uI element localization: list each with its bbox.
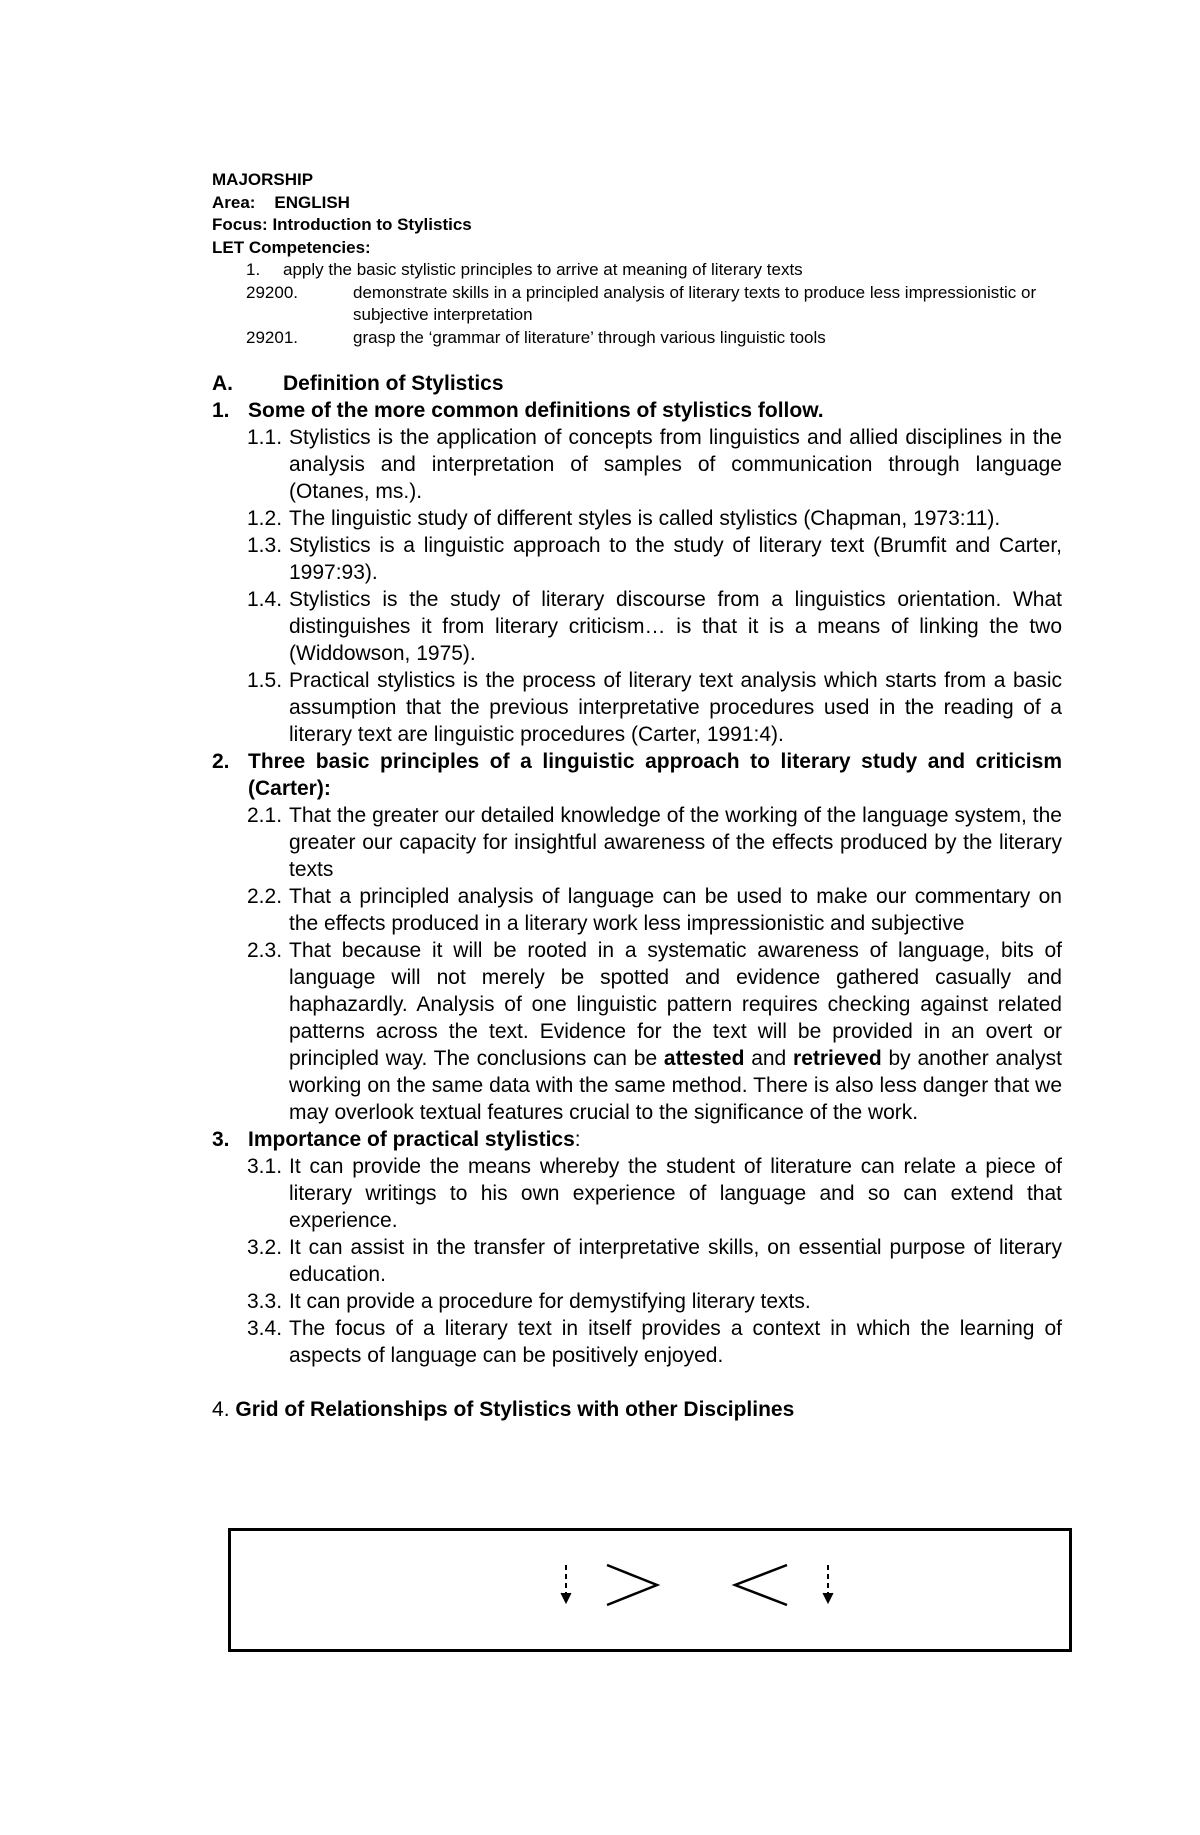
arrowhead-down-icon (561, 1593, 571, 1603)
area-line: Area: ENGLISH (212, 192, 350, 212)
section-2-heading: 2. Three basic principles of a linguistic approach to literary study and criticism (Carter): (212, 750, 1062, 800)
competency-item (212, 327, 1062, 350)
list-item: 3.1. It can provide the means whereby the student of literature can relate a piece of literary writings to his own experience of language and so can extend that experience. (247, 1155, 1062, 1232)
section-3-heading: 3. Importance of practical stylistics: (212, 1128, 581, 1151)
bold-term: attested (663, 1047, 745, 1070)
competency-text: apply the basic stylistic principles to arrive at meaning of literary texts (283, 260, 803, 279)
competencies-title: LET Competencies: (212, 237, 371, 257)
list-item: 2.2. That a principled analysis of language can be used to make our commentary on the effects produced in a literary work less impressionistic and subjective (247, 885, 1062, 935)
section-1-heading: 1. Some of the more common definitions of stylistics follow. (212, 399, 824, 422)
competency-number: 29200. (246, 282, 298, 302)
list-item: 1.4. Stylistics is the study of literary discourse from a linguistics orientation. What distinguishes it from literary criticism… is that it is a means of linking the two (Widdowson, 1975). (247, 588, 1062, 665)
competency-number: 1. (246, 260, 261, 279)
list-item: 1.2. The linguistic study of different styles is called stylistics (Chapman, 1973:11). (247, 507, 1001, 530)
section-a-heading: A. Definition of Stylistics (212, 372, 504, 395)
list-item: 3.4. The focus of a literary text in itself provides a context in which the learning of aspects of language can be positively enjoyed. (247, 1317, 1062, 1367)
list-item: 3.3. It can provide a procedure for demystifying literary texts. (247, 1290, 811, 1313)
relationship-grid-diagram (228, 1528, 1072, 1652)
area-value: ENGLISH (274, 192, 350, 212)
competency-number: 29201. (246, 327, 298, 347)
list-item: 2.3. That because it will be rooted in a systematic awareness of language, bits of language will not merely be spotted and evidence gathered casually and haphazardly. Analysis of one linguistic pattern requires checking against related patterns across the text. Evidence for the text will be provided in an overt or principled way. The conclusions can be attested and retrieved by another analyst working on the same data with the same method. There is also less danger that we may overlook textual features crucial to the significance of the work. (247, 939, 1062, 1124)
document-page (212, 169, 1062, 1423)
majorship-label: MAJORSHIP (212, 170, 314, 189)
list-item: 1.3. Stylistics is a linguistic approach to the study of literary text (Brumfit and Carter, 1997:93). (247, 534, 1062, 584)
competency-text: grasp the ‘grammar of literature’ through various linguistic tools (353, 327, 826, 347)
grid-arrows (231, 1531, 1069, 1649)
list-item: 1.1. Stylistics is the application of concepts from linguistics and allied disciplines in the analysis and interpretation of samples of communication through language (Otanes, ms.). (247, 426, 1062, 503)
bold-term: retrieved (793, 1047, 882, 1070)
competency-item (212, 259, 1062, 282)
list-item: 1.5. Practical stylistics is the process of literary text analysis which starts from a basic assumption that the previous interpretative procedures used in the reading of a literary text are linguistic procedures (Carter, 1991:4). (247, 669, 1062, 746)
arrowhead-down-icon (823, 1593, 833, 1603)
competency-text: demonstrate skills in a principled analysis of literary texts to produce less impressionistic or subjective interpretation (353, 282, 1037, 324)
less-than-icon (735, 1565, 787, 1605)
section-4-heading: 4. Grid of Relationships of Stylistics with other Disciplines (212, 1398, 795, 1421)
greater-than-icon (607, 1565, 657, 1605)
list-item: 3.2. It can assist in the transfer of interpretative skills, on essential purpose of literary education. (247, 1236, 1062, 1286)
focus-line: Focus: Introduction to Stylistics (212, 215, 472, 234)
competency-item (212, 282, 1062, 327)
list-item: 2.1. That the greater our detailed knowledge of the working of the language system, the greater our capacity for insightful awareness of the effects produced by the literary texts (247, 804, 1062, 881)
